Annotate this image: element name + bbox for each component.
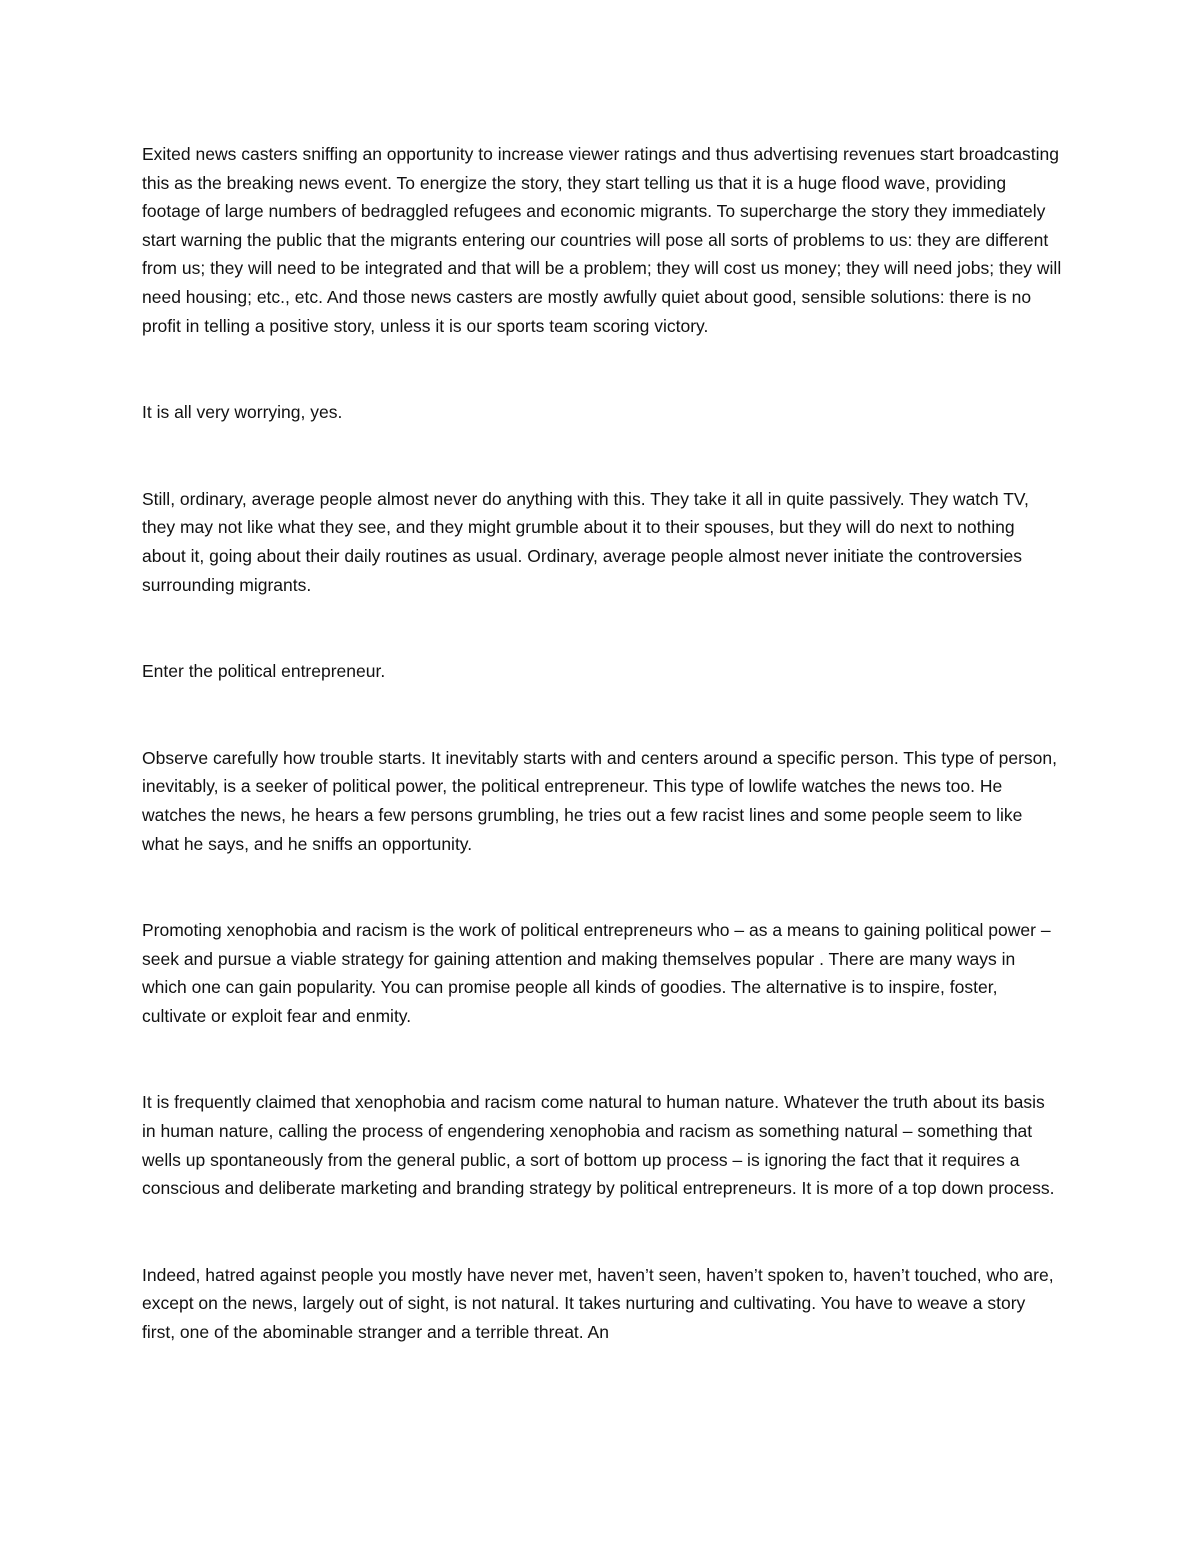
paragraph: Enter the political entrepreneur. [142, 661, 386, 682]
document-body [142, 140, 1062, 1405]
paragraph: It is frequently claimed that xenophobia and racism come natural to human nature. Whatever the truth about its basis in human nature, calling the process of engendering xenophobia and racism as something natural – something that wells up spontaneously from the general public, a sort of bottom up process – is ignoring the fact that it requires a conscious and deliberate marketing and branding strategy by political entrepreneurs. It is more of a top down process. [142, 1092, 1055, 1199]
paragraph: Exited news casters sniffing an opportunity to increase viewer ratings and thus advertising revenues start broadcasting this as the breaking news event. To energize the story, they start telling us that it is a huge flood wave, providing footage of large numbers of bedraggled refugees and economic migrants. To supercharge the story they immediately start warning the public that the migrants entering our countries will pose all sorts of problems to us: they are different from us; they will need to be integrated and that will be a problem; they will cost us money; they will need jobs; they will need housing; etc., etc. And those news casters are mostly awfully quiet about good, sensible solutions: there is no profit in telling a positive story, unless it is our sports team scoring victory. [142, 144, 1062, 336]
paragraph: Indeed, hatred against people you mostly have never met, haven’t seen, haven’t spoken to, haven’t touched, who are, except on the news, largely out of sight, is not natural. It takes nurturing and cultivating. You have to weave a story first, one of the abominable stranger and a terrible threat. An [142, 1264, 1054, 1343]
paragraph: Observe carefully how trouble starts. It inevitably starts with and centers around a specific person. This type of person, inevitably, is a seeker of political power, the political entrepreneur. This type of lowlife watches the news too. He watches the news, he hears a few persons grumbling, he tries out a few racist lines and some people seem to like what he says, and he sniffs an opportunity. [142, 747, 1057, 854]
paragraph: It is all very worrying, yes. [142, 402, 343, 423]
paragraph: Promoting xenophobia and racism is the work of political entrepreneurs who – as a means to gaining political power – seek and pursue a viable strategy for gaining attention and making themselves popular . There are many ways in which one can gain popularity. You can promise people all kinds of goodies. The alternative is to inspire, foster, cultivate or exploit fear and enmity. [142, 920, 1051, 1026]
paragraph: Still, ordinary, average people almost never do anything with this. They take it all in quite passively. They watch TV, they may not like what they see, and they might grumble about it to their spouses, but they will do next to nothing about it, going about their daily routines as usual. Ordinary, average people almost never initiate the controversies surrounding migrants. [142, 488, 1029, 595]
